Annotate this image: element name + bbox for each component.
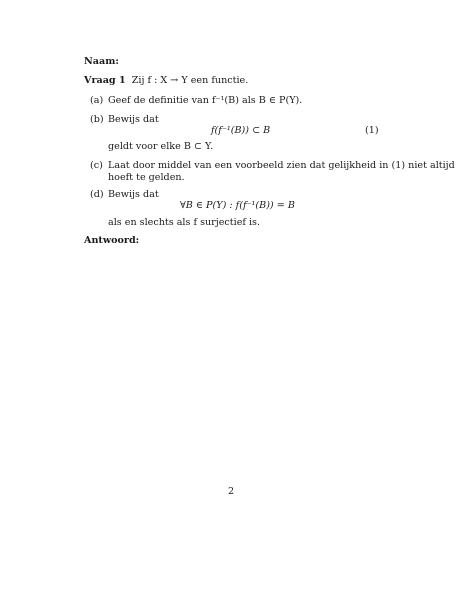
part-c-line2: hoeft te gelden. xyxy=(108,172,185,183)
part-b-marker: (b) xyxy=(90,114,104,125)
question-intro: Zij f : X → Y een functie. xyxy=(131,75,249,86)
part-b-equation: f(f⁻¹(B)) ⊂ B xyxy=(211,125,271,136)
equation-number: (1) xyxy=(365,125,379,136)
part-c-line1: Laat door middel van een voorbeeld zien dat gelijkheid in (1) niet altijd xyxy=(108,160,455,171)
part-a-text: Geef de definitie van f⁻¹(B) als B ∈ P(Y). xyxy=(108,95,303,106)
question-heading xyxy=(84,75,248,87)
part-d-after: als en slechts als f surjectief is. xyxy=(108,217,261,228)
question-label: Vraag 1 xyxy=(84,75,126,86)
naam-label: Naam: xyxy=(84,56,119,67)
part-c-marker: (c) xyxy=(90,160,103,171)
answer-label: Antwoord: xyxy=(84,235,140,246)
page-number: 2 xyxy=(228,486,235,497)
part-b-text: Bewijs dat xyxy=(108,114,159,125)
part-a-marker: (a) xyxy=(90,95,104,106)
part-d-marker: (d) xyxy=(90,189,104,200)
part-d-text: Bewijs dat xyxy=(108,189,159,200)
part-d-equation: ∀B ∈ P(Y) : f(f⁻¹(B)) = B xyxy=(180,200,295,211)
part-b-after: geldt voor elke B ⊂ Y. xyxy=(108,141,214,152)
